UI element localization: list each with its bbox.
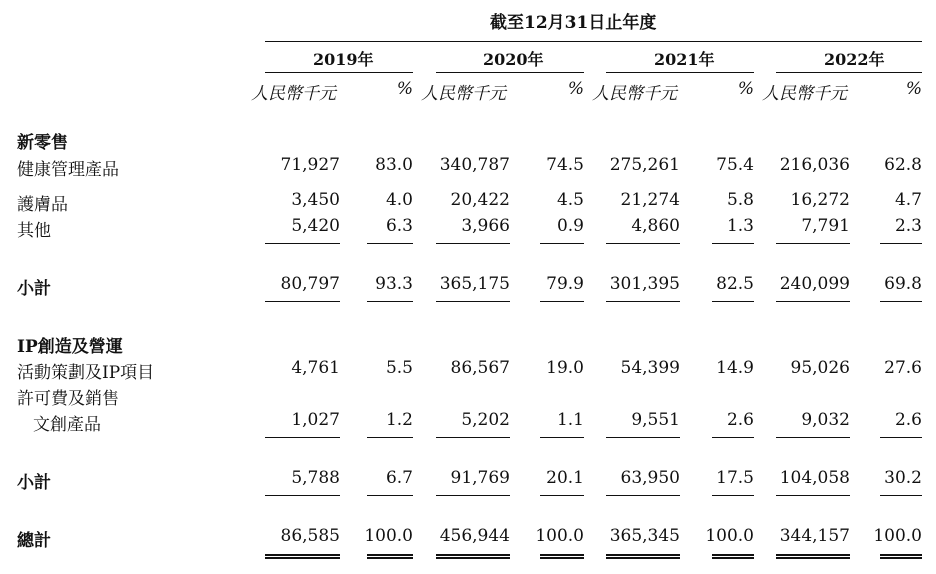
subtotal-top-rule xyxy=(367,243,413,244)
period-header: 截至12月31日止年度 xyxy=(490,13,657,33)
grand-total-double-rule xyxy=(540,554,584,559)
amount-cell-2021: 301,395 xyxy=(609,274,680,294)
amount-cell-2019: 71,927 xyxy=(280,155,340,175)
grand-total-double-rule xyxy=(265,554,340,559)
row-label: 文創產品 xyxy=(33,415,101,435)
year-rule-2019 xyxy=(265,72,413,73)
amount-cell-2020: 3,966 xyxy=(461,216,510,236)
row-label: 小計 xyxy=(17,473,51,493)
amount-cell-2022: 9,032 xyxy=(801,410,850,430)
amount-cell-2021: 365,345 xyxy=(609,526,680,546)
subtotal-bottom-rule xyxy=(265,301,340,302)
amount-cell-2021: 54,399 xyxy=(620,358,680,378)
percent-cell-2020: 20.1 xyxy=(546,468,584,488)
amount-cell-2022: 216,036 xyxy=(779,155,850,175)
subtotal-bottom-rule xyxy=(436,495,510,496)
subtotal-top-rule xyxy=(606,243,680,244)
row-label: 其他 xyxy=(17,221,51,241)
percent-cell-2019: 6.3 xyxy=(385,216,413,236)
grand-total-double-rule xyxy=(776,554,850,559)
amount-cell-2022: 240,099 xyxy=(779,274,850,294)
percent-cell-2020: 4.5 xyxy=(556,190,584,210)
percent-cell-2020: 1.1 xyxy=(556,410,584,430)
pct-label-2020: % xyxy=(567,79,584,99)
year-header-2019: 2019年 xyxy=(313,50,374,69)
amount-cell-2020: 365,175 xyxy=(439,274,510,294)
unit-label-2019: 人民幣千元 xyxy=(251,84,336,104)
percent-cell-2022: 27.6 xyxy=(884,358,922,378)
amount-cell-2022: 344,157 xyxy=(779,526,850,546)
amount-cell-2020: 5,202 xyxy=(461,410,510,430)
subtotal-top-rule xyxy=(712,437,754,438)
subtotal-top-rule xyxy=(265,243,340,244)
row-label: IP創造及營運 xyxy=(17,337,123,357)
subtotal-bottom-rule xyxy=(265,495,340,496)
amount-cell-2020: 340,787 xyxy=(439,155,510,175)
subtotal-bottom-rule xyxy=(776,301,850,302)
subtotal-bottom-rule xyxy=(606,495,680,496)
subtotal-bottom-rule xyxy=(712,495,754,496)
amount-cell-2021: 21,274 xyxy=(620,190,680,210)
percent-cell-2019: 6.7 xyxy=(385,468,413,488)
subtotal-top-rule xyxy=(540,243,584,244)
amount-cell-2021: 275,261 xyxy=(609,155,680,175)
subtotal-bottom-rule xyxy=(367,495,413,496)
year-rule-2022 xyxy=(776,72,922,73)
subtotal-bottom-rule xyxy=(776,495,850,496)
subtotal-top-rule xyxy=(880,243,922,244)
percent-cell-2020: 0.9 xyxy=(556,216,584,236)
amount-cell-2021: 63,950 xyxy=(620,468,680,488)
grand-total-double-rule xyxy=(367,554,413,559)
percent-cell-2020: 100.0 xyxy=(535,526,584,546)
amount-cell-2022: 95,026 xyxy=(790,358,850,378)
year-header-2022: 2022年 xyxy=(824,50,885,69)
percent-cell-2022: 100.0 xyxy=(873,526,922,546)
grand-total-double-rule xyxy=(436,554,510,559)
subtotal-bottom-rule xyxy=(880,301,922,302)
percent-cell-2021: 1.3 xyxy=(726,216,754,236)
percent-cell-2022: 62.8 xyxy=(884,155,922,175)
amount-cell-2020: 456,944 xyxy=(439,526,510,546)
amount-cell-2019: 5,788 xyxy=(291,468,340,488)
year-header-2020: 2020年 xyxy=(483,50,544,69)
row-label: 健康管理產品 xyxy=(17,160,119,180)
row-label: 活動策劃及IP項目 xyxy=(17,363,155,383)
percent-cell-2021: 75.4 xyxy=(716,155,754,175)
amount-cell-2020: 20,422 xyxy=(450,190,510,210)
percent-cell-2022: 4.7 xyxy=(894,190,922,210)
amount-cell-2019: 3,450 xyxy=(291,190,340,210)
row-label: 總計 xyxy=(17,531,51,551)
amount-cell-2019: 86,585 xyxy=(280,526,340,546)
percent-cell-2019: 4.0 xyxy=(385,190,413,210)
subtotal-bottom-rule xyxy=(880,495,922,496)
grand-total-double-rule xyxy=(712,554,754,559)
subtotal-top-rule xyxy=(776,243,850,244)
subtotal-top-rule xyxy=(880,437,922,438)
percent-cell-2019: 5.5 xyxy=(385,358,413,378)
subtotal-top-rule xyxy=(436,243,510,244)
subtotal-top-rule xyxy=(712,243,754,244)
year-rule-2020 xyxy=(436,72,584,73)
pct-label-2021: % xyxy=(737,79,754,99)
subtotal-top-rule xyxy=(606,437,680,438)
unit-label-2021: 人民幣千元 xyxy=(592,84,677,104)
amount-cell-2022: 16,272 xyxy=(790,190,850,210)
subtotal-top-rule xyxy=(540,437,584,438)
percent-cell-2019: 1.2 xyxy=(385,410,413,430)
subtotal-bottom-rule xyxy=(436,301,510,302)
grand-total-double-rule xyxy=(880,554,922,559)
row-label: 新零售 xyxy=(17,133,68,153)
subtotal-top-rule xyxy=(367,437,413,438)
subtotal-top-rule xyxy=(776,437,850,438)
subtotal-top-rule xyxy=(436,437,510,438)
year-header-2021: 2021年 xyxy=(654,50,715,69)
percent-cell-2022: 2.6 xyxy=(894,410,922,430)
year-rule-2021 xyxy=(606,72,754,73)
amount-cell-2021: 9,551 xyxy=(631,410,680,430)
amount-cell-2019: 1,027 xyxy=(291,410,340,430)
unit-label-2022: 人民幣千元 xyxy=(762,84,847,104)
percent-cell-2022: 30.2 xyxy=(884,468,922,488)
amount-cell-2020: 86,567 xyxy=(450,358,510,378)
unit-label-2020: 人民幣千元 xyxy=(421,84,506,104)
percent-cell-2019: 93.3 xyxy=(375,274,413,294)
row-label: 小計 xyxy=(17,279,51,299)
percent-cell-2020: 79.9 xyxy=(546,274,584,294)
percent-cell-2021: 2.6 xyxy=(726,410,754,430)
pct-label-2022: % xyxy=(905,79,922,99)
percent-cell-2022: 69.8 xyxy=(884,274,922,294)
period-header-rule xyxy=(265,41,922,42)
percent-cell-2021: 17.5 xyxy=(716,468,754,488)
subtotal-bottom-rule xyxy=(367,301,413,302)
amount-cell-2022: 7,791 xyxy=(801,216,850,236)
subtotal-bottom-rule xyxy=(606,301,680,302)
percent-cell-2021: 82.5 xyxy=(716,274,754,294)
percent-cell-2021: 14.9 xyxy=(716,358,754,378)
amount-cell-2019: 5,420 xyxy=(291,216,340,236)
amount-cell-2019: 4,761 xyxy=(291,358,340,378)
percent-cell-2019: 100.0 xyxy=(364,526,413,546)
amount-cell-2020: 91,769 xyxy=(450,468,510,488)
amount-cell-2022: 104,058 xyxy=(779,468,850,488)
percent-cell-2021: 100.0 xyxy=(705,526,754,546)
percent-cell-2022: 2.3 xyxy=(894,216,922,236)
amount-cell-2021: 4,860 xyxy=(631,216,680,236)
subtotal-bottom-rule xyxy=(540,495,584,496)
subtotal-bottom-rule xyxy=(712,301,754,302)
row-label: 許可費及銷售 xyxy=(17,389,119,409)
row-label: 護膚品 xyxy=(17,195,68,215)
grand-total-double-rule xyxy=(606,554,680,559)
percent-cell-2021: 5.8 xyxy=(726,190,754,210)
percent-cell-2020: 74.5 xyxy=(546,155,584,175)
pct-label-2019: % xyxy=(396,79,413,99)
subtotal-top-rule xyxy=(265,437,340,438)
subtotal-bottom-rule xyxy=(540,301,584,302)
percent-cell-2019: 83.0 xyxy=(375,155,413,175)
percent-cell-2020: 19.0 xyxy=(546,358,584,378)
amount-cell-2019: 80,797 xyxy=(280,274,340,294)
